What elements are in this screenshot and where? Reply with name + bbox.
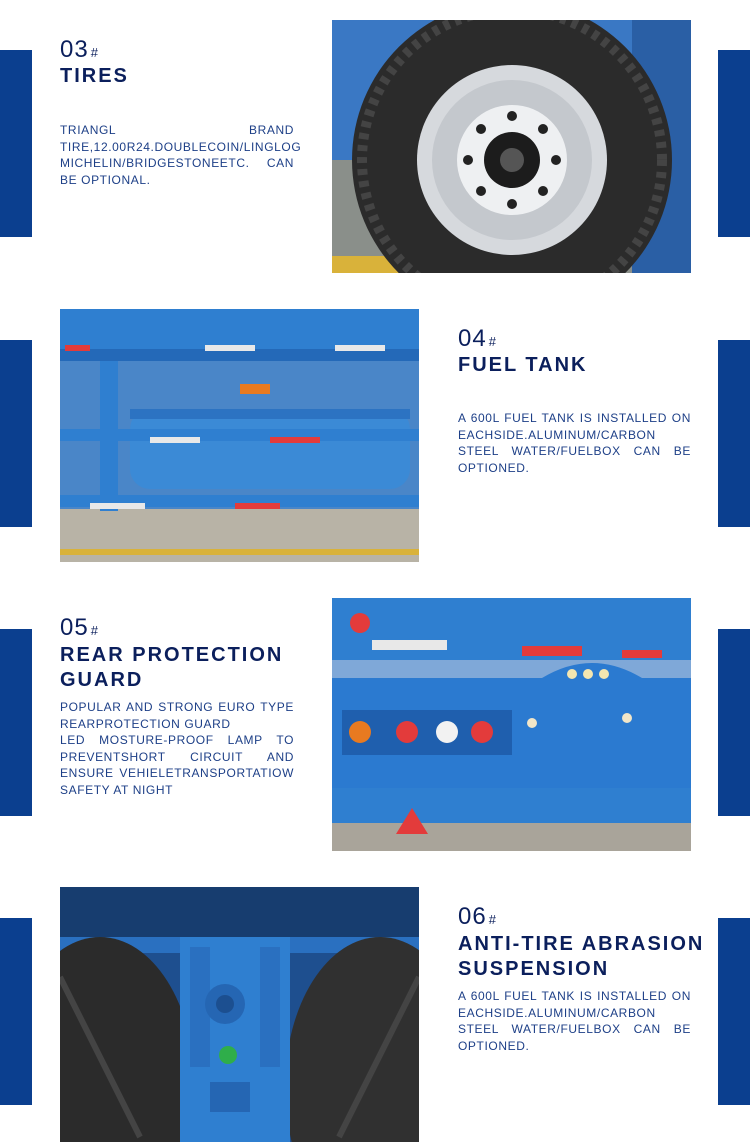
section-number: 04 #	[458, 325, 497, 352]
section-title: ANTI-TIRE ABRASION SUSPENSION	[458, 933, 705, 980]
section-description: POPULAR AND STRONG EURO TYPE REARPROTECTION GUARD LED MOSTURE-PROOF LAMP TO PREVENTSHORT CIRCUIT AND ENSURE VEHIELETRANSPORTATIOW SAFETY AT NIGHT	[60, 700, 294, 797]
section-number: 05 #	[60, 614, 99, 641]
section-description: TRIANGL BRAND TIRE,12.00R24.DOUBLECOIN/LINGLOG MICHELIN/BRIDGESTONEETC. CAN BE OPTIONAL.	[60, 123, 302, 187]
section-number: 06 #	[458, 903, 497, 930]
accent-bar-right	[718, 50, 750, 237]
accent-bar-right	[718, 629, 750, 816]
accent-bar-right	[718, 340, 750, 527]
section-suspension	[0, 867, 750, 1137]
section-tires	[0, 0, 750, 270]
accent-bar-left	[0, 629, 32, 816]
section-description: A 600L FUEL TANK IS INSTALLED ON EACHSIDE.ALUMINUM/CARBON STEEL WATER/FUELBOX CAN BE OPTIONED.	[458, 989, 691, 1053]
section-title: FUEL TANK	[458, 354, 588, 376]
tire-photo	[332, 20, 691, 273]
rear-guard-photo	[332, 598, 691, 851]
section-number: 03 #	[60, 36, 99, 63]
accent-bar-left	[0, 340, 32, 527]
section-title: REAR PROTECTION GUARD	[60, 644, 284, 691]
accent-bar-left	[0, 50, 32, 237]
accent-bar-right	[718, 918, 750, 1105]
section-fuel-tank	[0, 289, 750, 559]
fuel-tank-photo	[60, 309, 419, 562]
suspension-photo	[60, 887, 419, 1142]
section-title: TIRES	[60, 65, 129, 87]
accent-bar-left	[0, 918, 32, 1105]
section-description: A 600L FUEL TANK IS INSTALLED ON EACHSIDE.ALUMINUM/CARBON STEEL WATER/FUELBOX CAN BE OPTIONED.	[458, 411, 691, 475]
section-rear-guard	[0, 578, 750, 848]
